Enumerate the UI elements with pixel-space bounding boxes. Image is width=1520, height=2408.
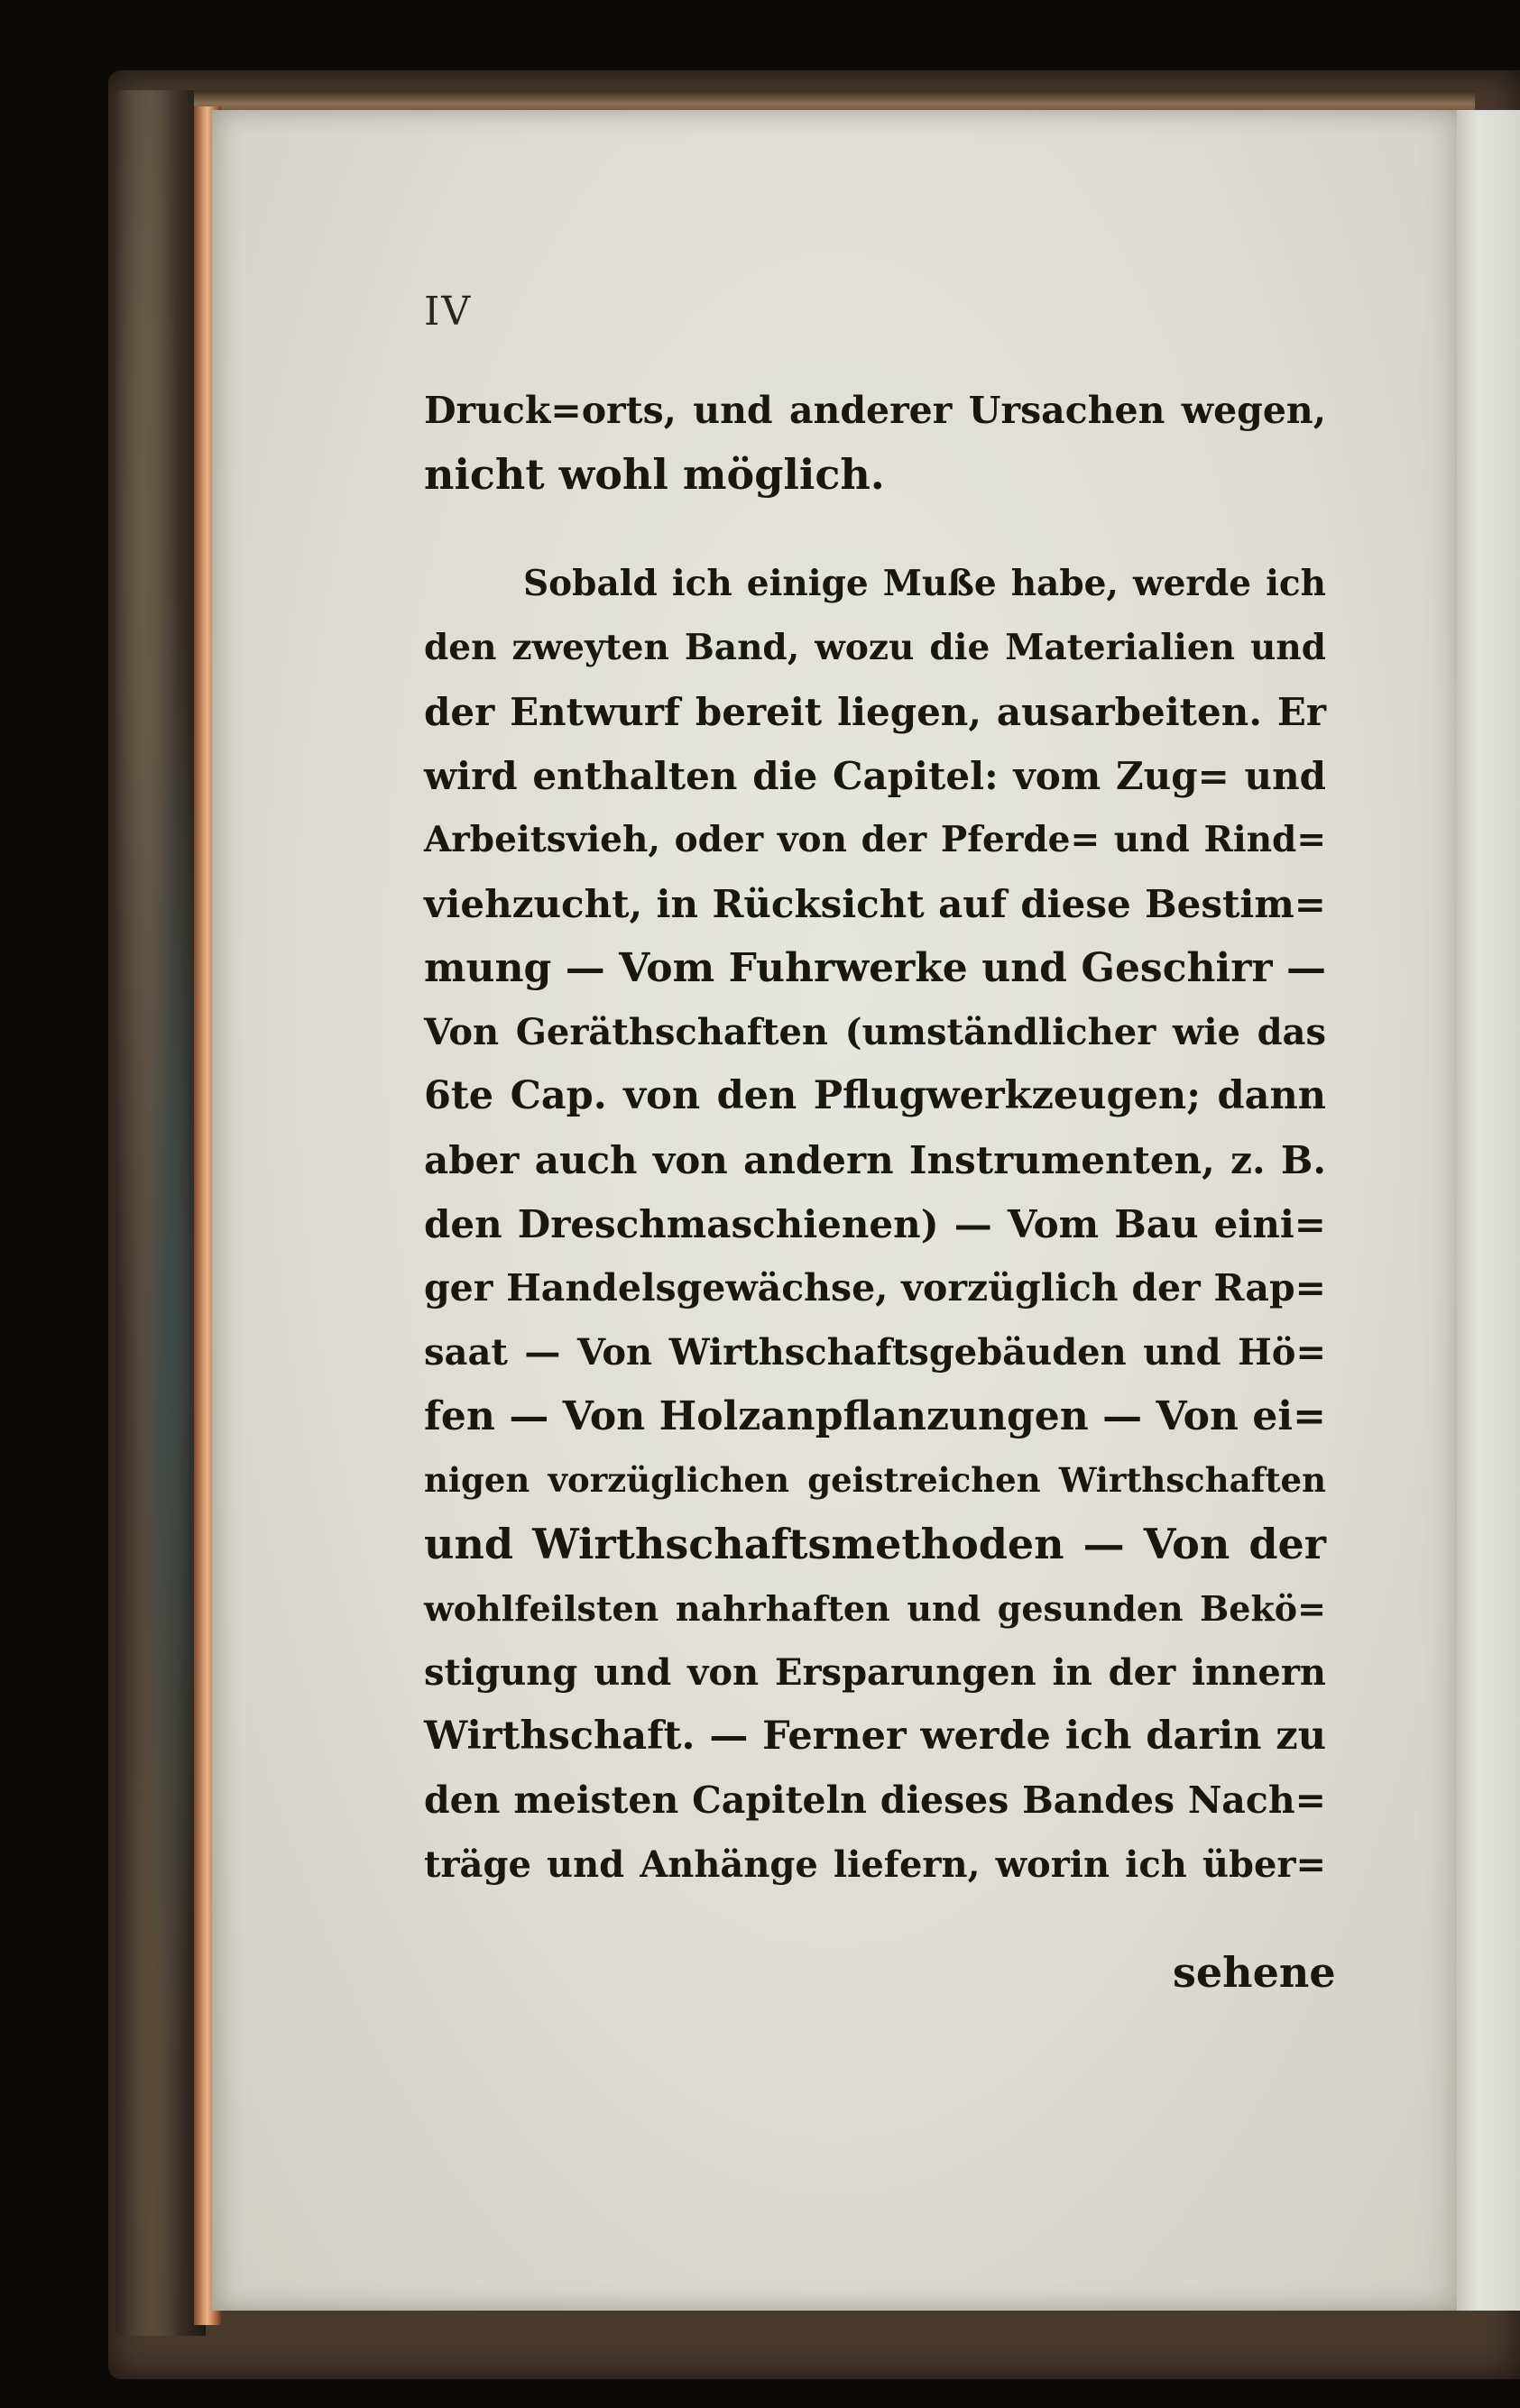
text-line: 6te Cap. von den Pflugwerkzeugen; dann: [424, 1073, 1326, 1118]
text-line: mung — Vom Fuhrwerke und Geschirr —: [424, 945, 1326, 991]
text-line: wird enthalten die Capitel: vom Zug= und: [424, 754, 1326, 798]
text-line: stigung und von Ersparungen in der innern: [424, 1651, 1326, 1694]
book-spine: [115, 90, 206, 2336]
text-line: Sobald ich einige Muße habe, werde ich: [523, 563, 1326, 604]
text-line: Arbeitsvieh, oder von der Pferde= und Rind=: [424, 819, 1326, 860]
text-line: Wirthschaft. — Ferner werde ich darin zu: [424, 1714, 1326, 1759]
text-line: nicht wohl möglich.: [424, 450, 885, 499]
text-line: den zweyten Band, wozu die Materialien und: [424, 627, 1326, 668]
adjacent-page: [1451, 110, 1520, 2311]
text-line: saat — Von Wirthschaftsgebäuden und Hö=: [424, 1331, 1326, 1374]
text-line: Druck=orts, und anderer Ursachen wegen,: [424, 389, 1326, 432]
text-line: und Wirthschaftsmethoden — Von der: [424, 1520, 1326, 1568]
text-line: Von Geräthschaften (umständlicher wie das: [424, 1011, 1326, 1053]
text-line: den meisten Capiteln dieses Bandes Nach=: [424, 1778, 1326, 1822]
text-line: fen — Von Holzanpflanzungen — Von ei=: [424, 1393, 1326, 1439]
text-line: den Dreschmaschienen) — Vom Bau eini=: [424, 1202, 1326, 1246]
text-line: ger Handelsgewächse, vorzüglich der Rap=: [424, 1266, 1326, 1310]
text-line: viehzucht, in Rücksicht auf diese Bestim=: [424, 882, 1326, 926]
page-text: [424, 379, 1326, 1897]
text-line: aber auch von andern Instrumenten, z. B.: [424, 1138, 1326, 1182]
text-line: wohlfeilsten nahrhaften und gesunden Bekö=: [424, 1588, 1326, 1629]
text-line: der Entwurf bereit liegen, ausarbeiten. Er: [424, 690, 1326, 734]
text-line: träge und Anhänge liefern, worin ich über=: [424, 1843, 1326, 1886]
catchword: sehene: [1173, 1948, 1336, 1997]
page-number: IV: [424, 289, 473, 335]
text-line: nigen vorzüglichen geistreichen Wirthschaften: [424, 1460, 1326, 1500]
